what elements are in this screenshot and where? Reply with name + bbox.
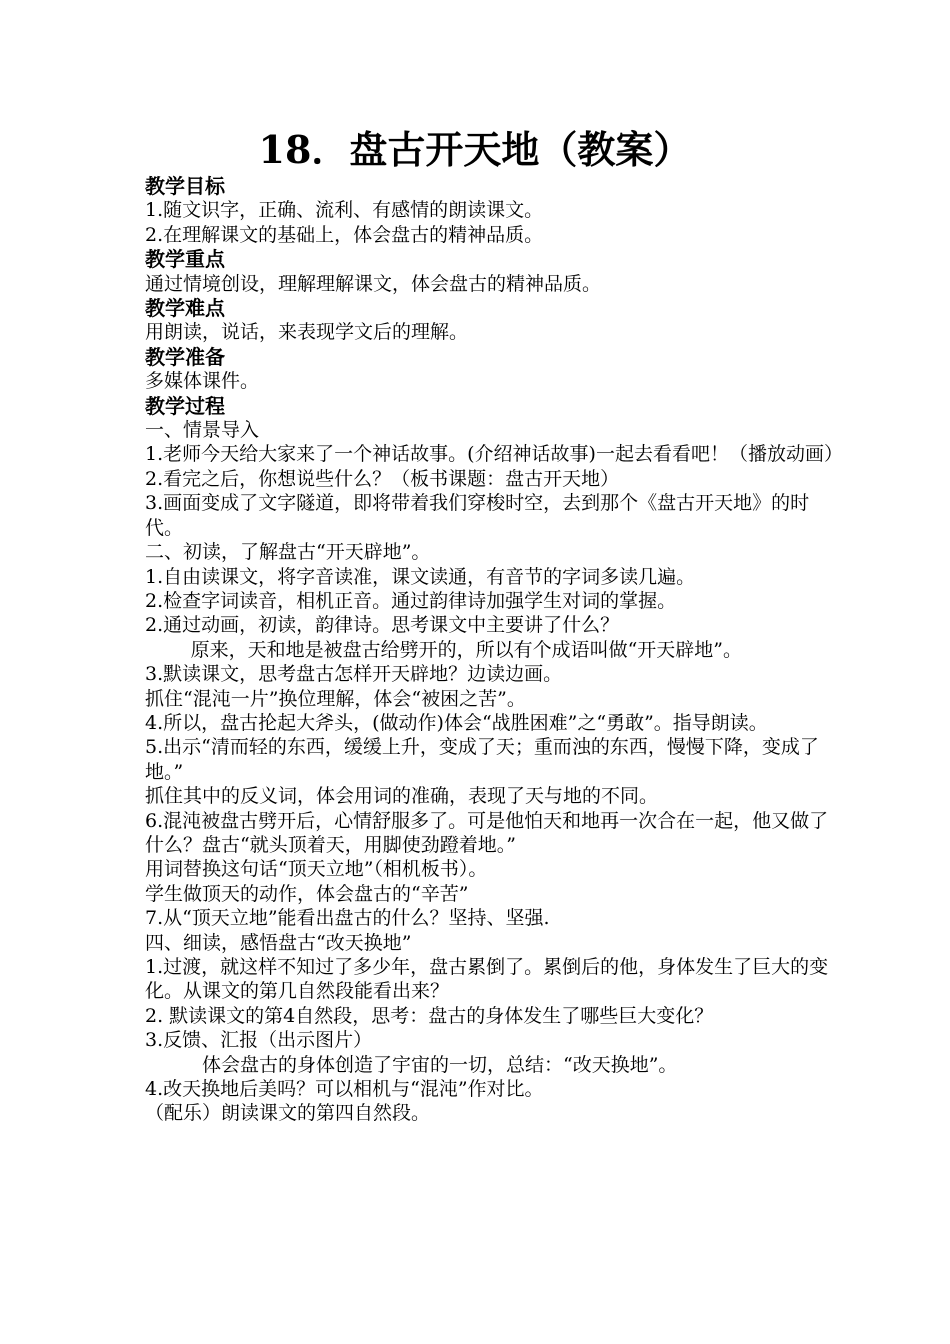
section-heading-difficulties: 教学难点 — [145, 296, 225, 321]
process-line-13: 5.出示“清而轻的东西，缓缓上升，变成了天；重而浊的东西，慢慢下降，变成了地。” — [145, 736, 819, 783]
process-line-7: 2.检查字词读音，相机正音。通过韵律诗加强学生对词的掌握。 — [145, 589, 677, 612]
process-line-21: 2. 默读课文的第4自然段，思考：盘古的身体发生了哪些巨大变化？ — [145, 1004, 714, 1027]
objective-line-1: 1.随文识字，正确、流利、有感情的朗读课文。 — [145, 199, 544, 222]
difficulty-line-1: 用朗读，说话，来表现学文后的理解。 — [145, 321, 469, 344]
process-line-24: 4.改天换地后美吗？可以相机与“混沌”作对比。 — [145, 1078, 544, 1101]
process-line-25: （配乐）朗读课文的第四自然段。 — [145, 1102, 431, 1125]
preparation-line-1: 多媒体课件。 — [145, 370, 260, 393]
process-line-3: 2.看完之后，你想说些什么？（板书课题：盘古开天地） — [145, 467, 620, 490]
process-line-1: 一、情景导入 — [145, 419, 260, 442]
section-heading-process: 教学过程 — [145, 393, 225, 418]
process-line-20: 1.过渡，就这样不知过了多少年，盘古累倒了。累倒后的他，身体发生了巨大的变化。从课文的第几自然段能看出来？ — [145, 956, 829, 1003]
process-line-11: 抓住“混沌一片”换位理解，体会“被困之苦”。 — [145, 687, 526, 710]
process-line-5: 二、初读，了解盘古“开天辟地”。 — [145, 541, 431, 564]
process-line-14: 抓住其中的反义词，体会用词的准确，表现了天与地的不同。 — [145, 785, 659, 808]
process-line-8: 2.通过动画，初读，韵律诗。思考课文中主要讲了什么？ — [145, 614, 620, 637]
process-line-12: 4.所以，盘古抡起大斧头，(做动作)体会“战胜困难”之“勇敢”。指导朗读。 — [145, 711, 768, 734]
process-line-16: 用词替换这句话“顶天立地”（相机板书）。 — [145, 858, 488, 881]
document-body — [145, 174, 843, 1126]
process-line-4: 3.画面变成了文字隧道，即将带着我们穿梭时空，去到那个《盘古开天地》的时代。 — [145, 492, 810, 539]
process-line-2: 1.老师今天给大家来了一个神话故事。(介绍神话故事)一起去看看吧！（播放动画） — [145, 443, 843, 466]
section-heading-objectives: 教学目标 — [145, 174, 225, 198]
process-line-23: 体会盘古的身体创造了宇宙的一切，总结：“改天换地”。 — [202, 1053, 678, 1076]
process-line-19: 四、细读，感悟盘古“改天换地” — [145, 931, 412, 954]
process-line-15: 6.混沌被盘古劈开后，心情舒服多了。可是他怕天和地再一次合在一起，他又做了什么？盘古“就头顶着天，用脚使劲蹬着地。” — [145, 809, 829, 856]
process-line-6: 1.自由读课文，将字音读准，课文读通，有音节的字词多读几遍。 — [145, 565, 696, 588]
key-point-line-1: 通过情境创设，理解理解课文，体会盘古的精神品质。 — [145, 272, 602, 295]
process-line-17: 学生做顶天的动作，体会盘古的“辛苦” — [145, 882, 469, 905]
document-title: 18．盘古开天地（教案） — [258, 127, 692, 172]
process-line-9: 原来，天和地是被盘古给劈开的，所以有个成语叫做“开天辟地”。 — [190, 638, 743, 661]
process-line-18: 7.从“顶天立地”能看出盘古的什么？坚持、坚强. — [145, 907, 550, 930]
objective-line-2: 2.在理解课文的基础上，体会盘古的精神品质。 — [145, 223, 544, 246]
section-heading-preparation: 教学准备 — [145, 344, 225, 369]
process-line-10: 3.默读课文，思考盘古怎样开天辟地？边读边画。 — [145, 663, 563, 686]
section-heading-key-points: 教学重点 — [145, 247, 225, 272]
process-line-22: 3.反馈、汇报（出示图片） — [145, 1029, 373, 1052]
